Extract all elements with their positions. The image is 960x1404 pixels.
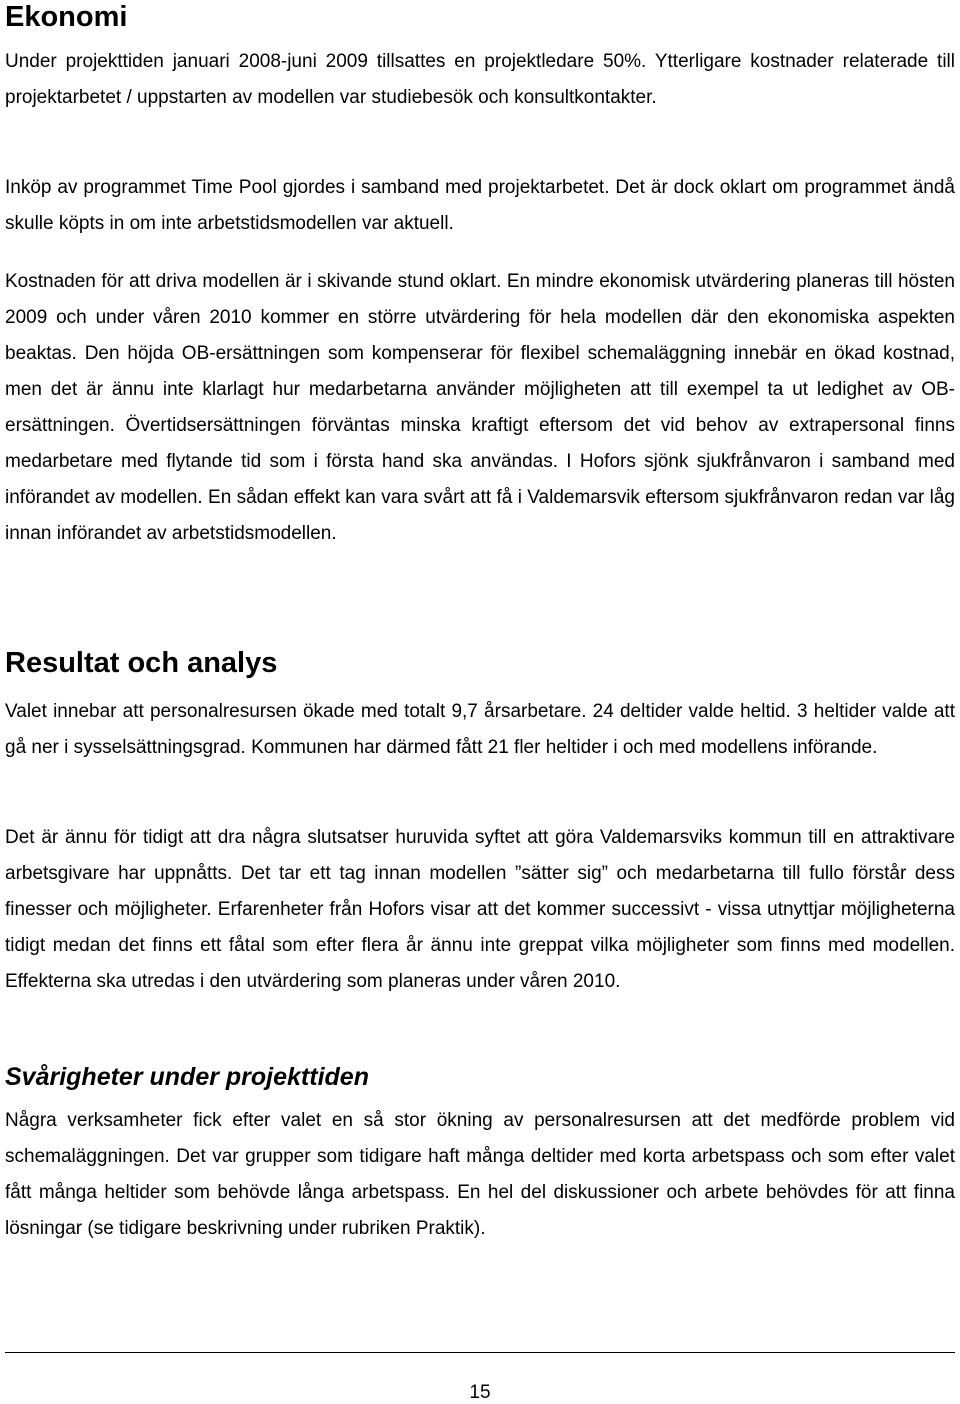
paragraph-ekonomi-3: Kostnaden för att driva modellen är i skivande stund oklart. En mindre ekonomisk utvärdering planeras till hösten 2009 och under våren 2010 kommer en större utvärdering för hela modellen där den ekonomiska aspekten beaktas. Den höjda OB-ersättningen som kompenserar för flexibel schemaläggning innebär en ökad kostnad, men det är ännu inte klarlagt hur medarbetarna använder möjligheten att till exempel ta ut ledighet av OB-ersättningen. Övertidsersättningen förväntas minska kraftigt eftersom det vid behov av extrapersonal finns medarbetare med flytande tid som i första hand ska användas. I Hofors sjönk sjukfrånvaron i samband med införandet av modellen. En sådan effekt kan vara svårt att få i Valdemarsvik eftersom sjukfrånvaron redan var låg innan införandet av arbetstidsmodellen. bbox=[5, 271, 955, 544]
section-heading-resultat: Resultat och analys bbox=[5, 647, 278, 679]
paragraph-resultat-1: Valet innebar att personalresursen ökade med totalt 9,7 årsarbetare. 24 deltider valde heltid. 3 heltider valde att gå ner i sysselsättningsgrad. Kommunen har därmed fått 21 fler heltider i och med modellens införande. bbox=[5, 701, 955, 758]
footer-divider bbox=[5, 1352, 955, 1353]
paragraph-resultat-2: Det är ännu för tidigt att dra några slutsatser huruvida syftet att göra Valdemarsviks kommun till en attraktivare arbetsgivare har uppnåtts. Det tar ett tag innan modellen ”sätter sig” och medarbetarna till fullo förstår dess finesser och möjligheter. Erfarenheter från Hofors visar att det kommer successivt - vissa utnyttjar möjligheterna tidigt medan det finns ett fåtal som efter flera år ännu inte greppat vilka möjligheter som finns med modellen. Effekterna ska utredas i den utvärdering som planeras under våren 2010. bbox=[5, 827, 955, 992]
section-heading-ekonomi: Ekonomi bbox=[5, 1, 128, 33]
paragraph-svarigheter-1: Några verksamheter fick efter valet en så stor ökning av personalresursen att det medförde problem vid schemaläggningen. Det var grupper som tidigare haft många deltider med korta arbetspass och som efter valet fått många heltider som behövde långa arbetspass. En hel del diskussioner och arbete behövdes för att finna lösningar (se tidigare beskrivning under rubriken Praktik). bbox=[5, 1110, 955, 1239]
page-number: 15 bbox=[469, 1382, 491, 1403]
section-heading-svarigheter: Svårigheter under projekttiden bbox=[5, 1063, 369, 1091]
paragraph-ekonomi-1: Under projekttiden januari 2008-juni 2009 tillsattes en projektledare 50%. Ytterligare kostnader relaterade till projektarbetet / uppstarten av modellen var studiebesök och konsultkontakter. bbox=[5, 51, 955, 108]
paragraph-ekonomi-2: Inköp av programmet Time Pool gjordes i samband med projektarbetet. Det är dock oklart om programmet ändå skulle köpts in om inte arbetstidsmodellen var aktuell. bbox=[5, 177, 955, 234]
